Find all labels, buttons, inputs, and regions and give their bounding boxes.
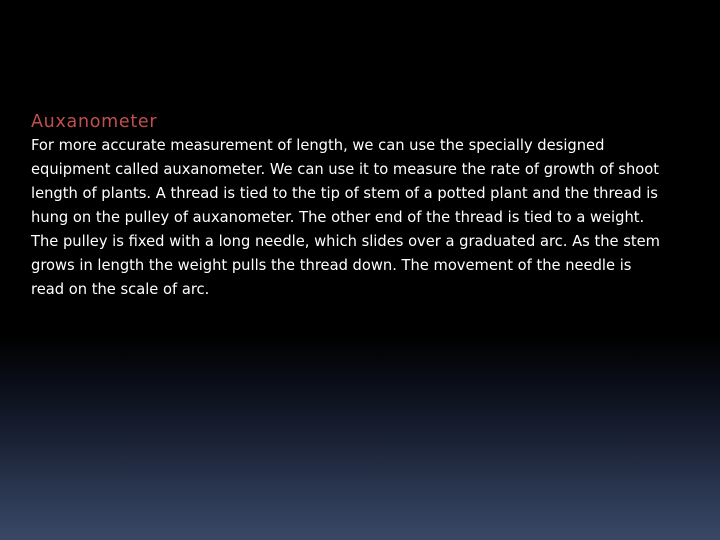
slide-title: Auxanometer	[31, 112, 158, 132]
slide-body-text: For more accurate measurement of length, we can use the specially designed equipment called auxanometer. We can use it to measure the rate of growth of shoot length of plants. A thread is tied to the tip of stem of a potted plant and the thread is hung on the pulley of auxanometer. The other end of the thread is tied to a weight. The pulley is fixed with a long needle, which slides over a graduated arc. As the stem grows in length the weight pulls the thread down. The movement of the needle is read on the scale of arc.	[31, 137, 660, 298]
slide-content	[31, 110, 661, 302]
